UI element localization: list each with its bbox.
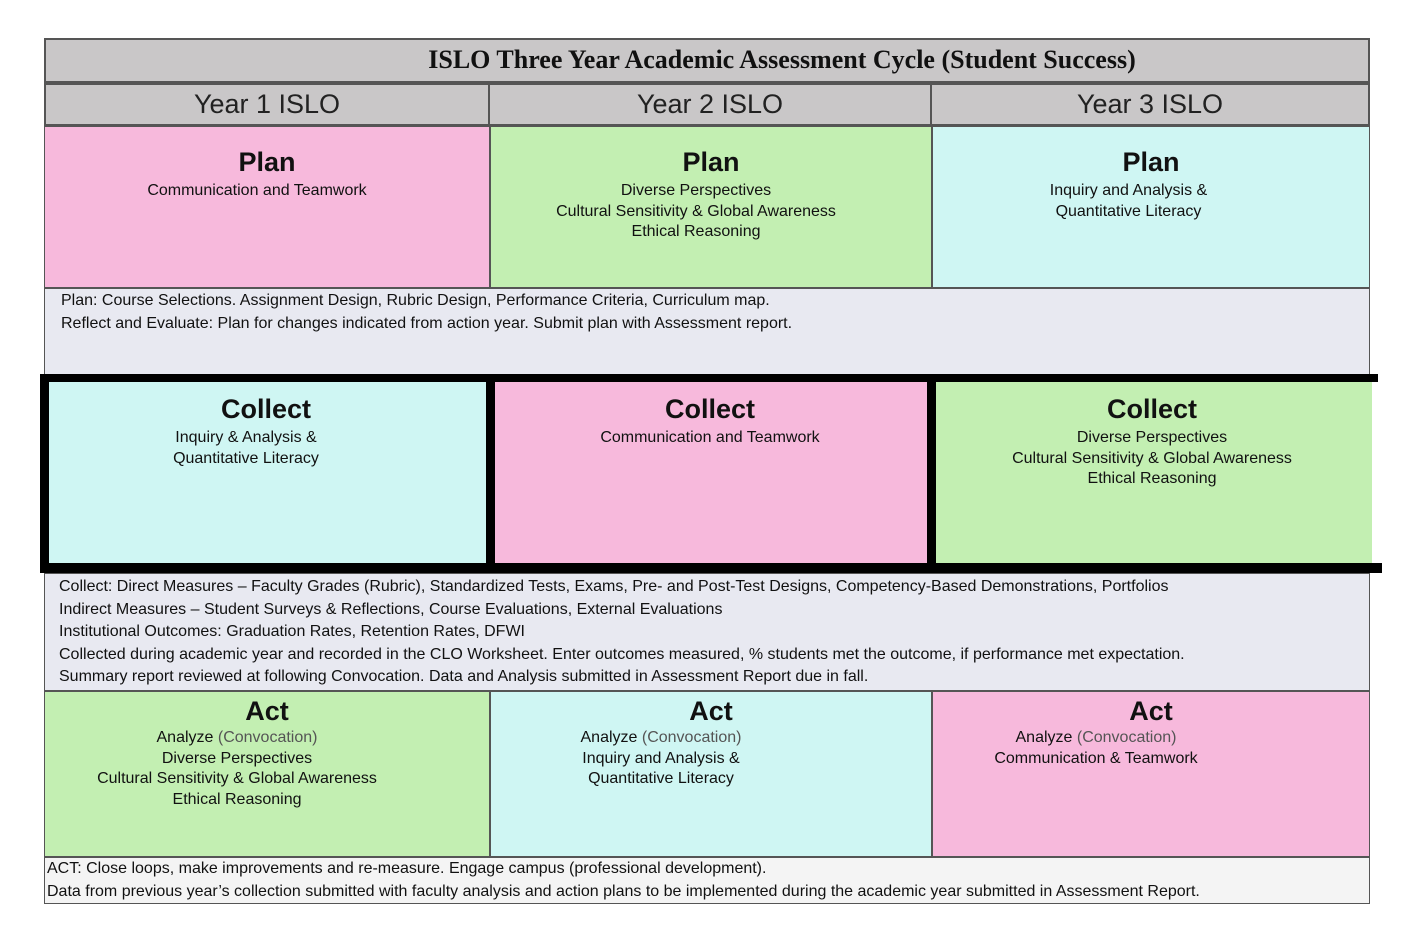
- collect-note-line: Institutional Outcomes: Graduation Rates, Retention Rates, DFWI: [59, 623, 525, 640]
- analyze-label: Analyze: [156, 729, 214, 746]
- collect-heading: Collect: [664, 394, 756, 424]
- collect-notes: [44, 573, 1370, 691]
- collect-divider-1: [486, 374, 495, 573]
- plan-notes: [44, 288, 1370, 378]
- act-heading: Act: [1129, 696, 1173, 726]
- plan-heading: Plan: [682, 147, 740, 177]
- collect-outcome: Quantitative Literacy: [173, 449, 319, 467]
- page-title: ISLO Three Year Academic Assessment Cycle (Student Success): [44, 38, 1370, 83]
- act-outcome: Inquiry and Analysis &: [582, 749, 740, 767]
- plan-year-2: [490, 126, 932, 288]
- plan-heading: Plan: [238, 147, 296, 177]
- collect-outcome: Cultural Sensitivity & Global Awareness: [1012, 449, 1292, 467]
- plan-outcome: Cultural Sensitivity & Global Awareness: [556, 202, 836, 220]
- act-notes: [44, 857, 1370, 904]
- plan-outcome: Communication and Teamwork: [147, 182, 367, 199]
- act-outcome: Ethical Reasoning: [172, 790, 302, 808]
- act-outcome: Quantitative Literacy: [588, 770, 734, 787]
- act-note-line: ACT: Close loops, make improvements and re-measure. Engage campus (professional development).: [47, 860, 767, 877]
- plan-outcome: Inquiry and Analysis &: [1049, 182, 1208, 199]
- plan-note-line: Reflect and Evaluate: Plan for changes indicated from action year. Submit plan with Assessment report.: [61, 314, 793, 332]
- act-outcome: Diverse Perspectives: [161, 749, 313, 767]
- analyze-label: Analyze: [580, 729, 638, 746]
- plan-heading: Plan: [1122, 147, 1180, 177]
- collect-year-2: [488, 378, 932, 568]
- collect-heading: Collect: [220, 394, 312, 424]
- plan-outcome: Diverse Perspectives: [620, 182, 772, 199]
- year-2-header: Year 2 ISLO: [488, 83, 932, 126]
- act-year-3: [932, 691, 1370, 857]
- collect-outcome: Diverse Perspectives: [1076, 429, 1228, 446]
- act-year-2: [490, 691, 932, 857]
- convocation-label: (Convocation): [641, 729, 742, 746]
- collect-year-1: [44, 378, 488, 568]
- act-outcome: Communication & Teamwork: [994, 749, 1198, 767]
- collect-note-line: Collect: Direct Measures – Faculty Grades (Rubric), Standardized Tests, Exams, Pre- and Post-Test Designs, Competency-Based Demonstrations, Portfolios: [59, 578, 1169, 595]
- convocation-label: (Convocation): [217, 729, 318, 746]
- plan-outcome: Ethical Reasoning: [631, 223, 761, 240]
- collect-note-line: Indirect Measures – Student Surveys & Reflections, Course Evaluations, External Evaluations: [59, 600, 723, 618]
- act-heading: Act: [689, 696, 733, 726]
- collect-note-line: Collected during academic year and recorded in the CLO Worksheet. Enter outcomes measured, % students met the outcome, if performance met expectation.: [59, 645, 1185, 663]
- plan-note-line: Plan: Course Selections. Assignment Design, Rubric Design, Performance Criteria, Curriculum map.: [61, 292, 770, 309]
- plan-year-3: [932, 126, 1370, 288]
- collect-border-left: [40, 374, 49, 573]
- plan-year-1: [44, 126, 490, 288]
- act-year-1: [44, 691, 490, 857]
- year-1-header: Year 1 ISLO: [44, 83, 490, 126]
- analyze-label: Analyze: [1015, 729, 1073, 746]
- collect-outcome: Ethical Reasoning: [1087, 470, 1217, 487]
- collect-year-3: [932, 378, 1372, 568]
- collect-heading: Collect: [1106, 394, 1198, 424]
- act-outcome: Cultural Sensitivity & Global Awareness: [97, 770, 377, 787]
- collect-divider-2: [927, 374, 936, 573]
- collect-border-bottom: [40, 563, 1382, 573]
- act-note-line: Data from previous year’s collection submitted with faculty analysis and action plans to be implemented during the academic year submitted in Assessment Report.: [47, 882, 1200, 900]
- collect-border-top: [40, 374, 1378, 382]
- collect-outcome: Communication and Teamwork: [600, 429, 820, 446]
- year-3-header: Year 3 ISLO: [930, 83, 1370, 126]
- collect-note-line: Summary report reviewed at following Convocation. Data and Analysis submitted in Assessment Report due in fall.: [59, 668, 869, 685]
- convocation-label: (Convocation): [1076, 729, 1177, 746]
- plan-outcome: Quantitative Literacy: [1055, 202, 1202, 220]
- act-heading: Act: [245, 696, 289, 726]
- collect-outcome: Inquiry & Analysis &: [175, 429, 317, 446]
